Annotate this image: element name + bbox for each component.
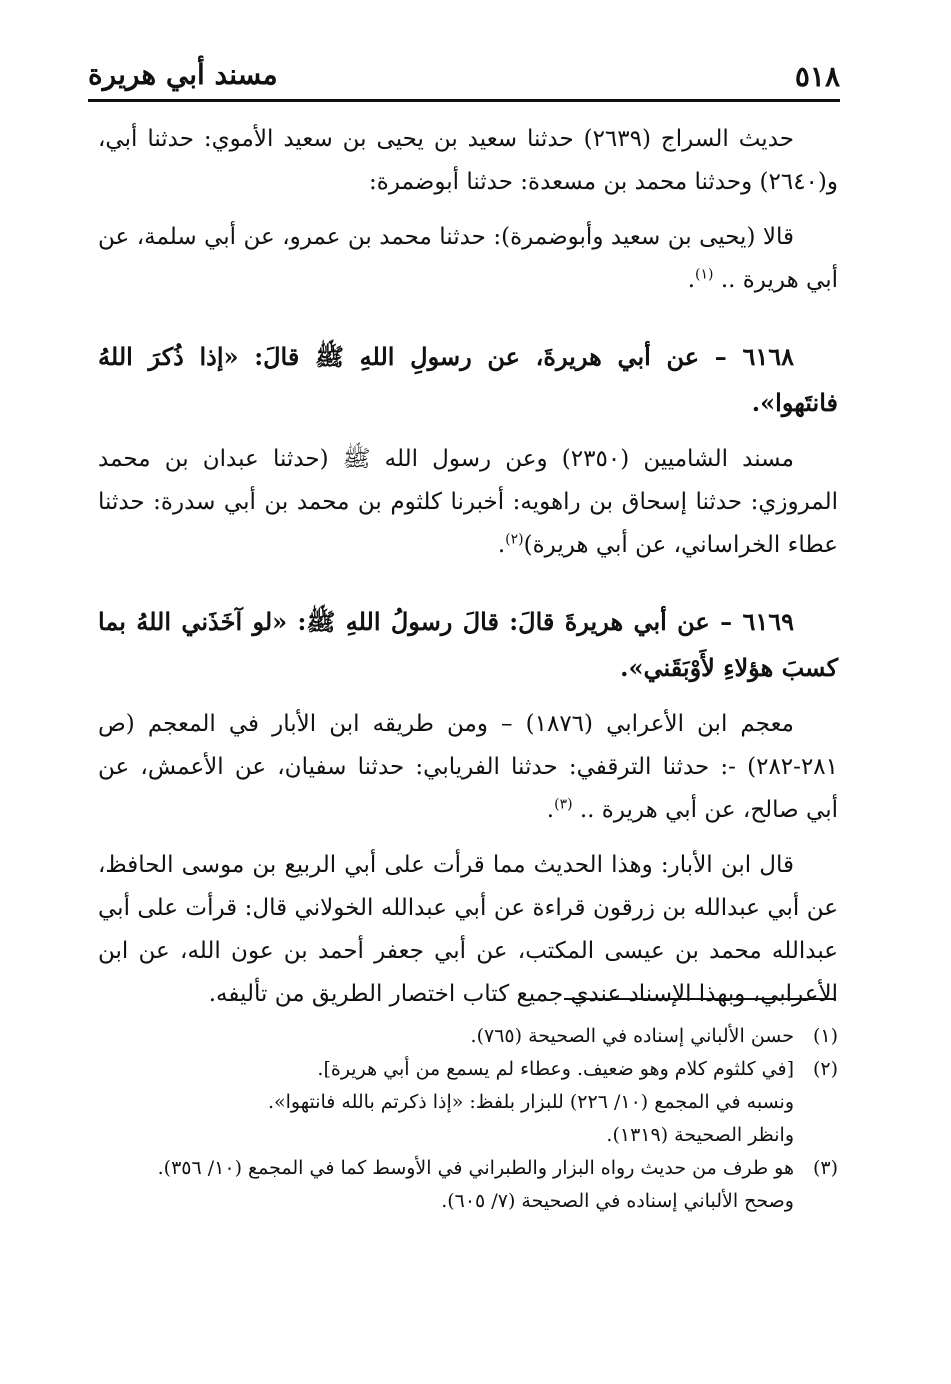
paragraph-sarraj: حديث السراج (٢٦٣٩) حدثنا سعيد بن يحيى بن سعيد الأموي: حدثنا أبي، و(٢٦٤٠) وحدثنا محمد بن مسعدة: حدثنا أبوضمرة: — [98, 126, 838, 195]
footnote-line: حسن الألباني إسناده في الصحيحة (٧٦٥). — [470, 1025, 794, 1047]
hadith-6168: ٦١٦٨ – عن أبي هريرةَ، عن رسولِ اللهِ ﷺ قالَ: «إذا ذُكرَ اللهُ فانتَهوا». — [98, 342, 838, 417]
paragraph-ibn-abbar: قال ابن الأبار: وهذا الحديث مما قرأت على أبي الربيع بن موسى الحافظ، عن أبي عبدالله بن زرقون قراءة عن أبي عبدالله الخولاني قال: قرأت على أبي عبدالله محمد بن عيسى المكتب، عن أبي جعفر أحمد بن عون الله، عن ابن الأعرابي، وبهذا الإسناد عندي جميع كتاب اختصار الطريق من تأليفه. — [98, 852, 838, 1007]
header-rule — [88, 99, 840, 102]
hadith-6169: ٦١٦٩ – عن أبي هريرةَ قالَ: قالَ رسولُ اللهِ ﷺ: «لو آخَذَني اللهُ بما كسبَ هؤلاءِ لأَوْبَقَني». — [98, 607, 838, 682]
footnote-number: (٢) — [812, 1058, 838, 1080]
page-header — [88, 52, 840, 102]
footnote-1 — [120, 1020, 838, 1053]
footnote-line: هو طرف من حديث رواه البزار والطبراني في الأوسط كما في المجمع (١٠/ ٣٥٦). — [157, 1157, 794, 1179]
footnote-ref-3[interactable]: (٣) — [554, 796, 573, 813]
footnote-line: وانظر الصحيحة (١٣١٩). — [606, 1124, 794, 1146]
footnote-separator — [564, 998, 836, 1000]
paragraph-shamiyyin: مسند الشاميين (٢٣٥٠) وعن رسول الله ﷺ (حدثنا عبدان بن محمد المروزي: حدثنا إسحاق بن راهويه: أخبرنا كلثوم بن محمد بن أبي سدرة: حدثنا عطاء الخراساني، عن أبي هريرة)$^{(٢)}$. — [98, 446, 838, 558]
footnote-number: (١) — [812, 1025, 838, 1047]
footnote-ref-2[interactable]: (٢) — [505, 531, 524, 548]
footnote-3 — [120, 1152, 838, 1218]
footnote-line: وصحح الألباني إسناده في الصحيحة (٧/ ٦٠٥). — [441, 1190, 794, 1212]
footnote-2 — [120, 1053, 838, 1152]
main-text — [98, 118, 838, 1016]
footnote-number: (٣) — [812, 1157, 838, 1179]
footnote-ref-1[interactable]: (١) — [695, 266, 714, 283]
page-number: ٥١٨ — [794, 60, 840, 93]
paragraph-ibn-arabi: معجم ابن الأعرابي (١٨٧٦) – ومن طريقه ابن الأبار في المعجم (ص ٢٨١-٢٨٢) -: حدثنا الترقفي: حدثنا الفريابي: حدثنا سفيان، عن الأعمش، عن أبي صالح، عن أبي هريرة .. $^{(٣)}$. — [98, 711, 838, 823]
running-title: مسند أبي هريرة — [88, 58, 278, 91]
footnotes — [120, 1020, 838, 1218]
footnote-line: ونسبه في المجمع (١٠/ ٢٢٦) للبزار بلفظ: «إذا ذكرتم بالله فانتهوا». — [267, 1091, 794, 1113]
footnote-line: [في كلثوم كلام وهو ضعيف. وعطاء لم يسمع من أبي هريرة]. — [317, 1058, 794, 1080]
paragraph-qala: قالا (يحيى بن سعيد وأبوضمرة): حدثنا محمد بن عمرو، عن أبي سلمة، عن أبي هريرة .. $^{(١)}$. — [98, 224, 838, 293]
